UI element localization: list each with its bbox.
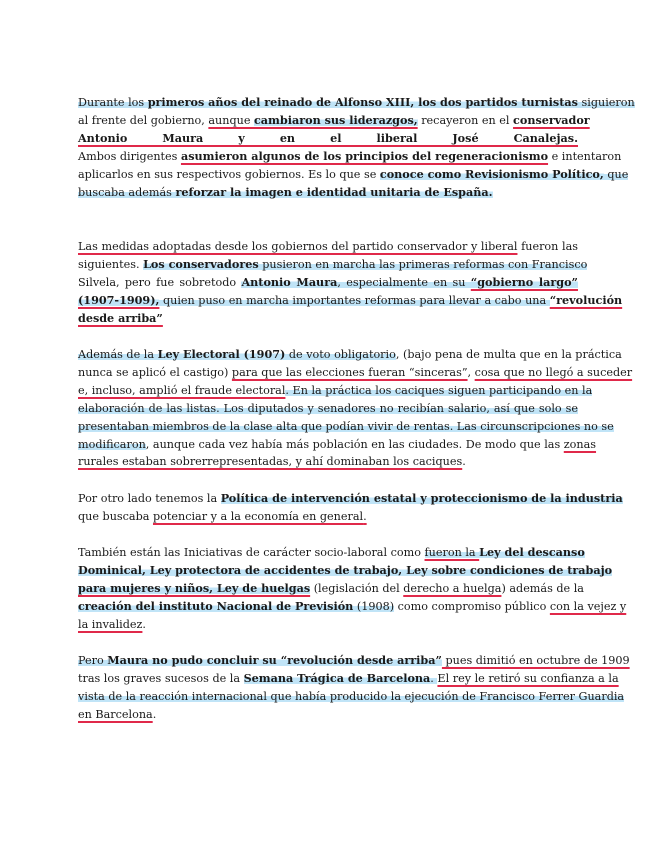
text-line: [78, 310, 578, 328]
text-run: para que las elecciones fueran “sinceras”: [231, 365, 468, 379]
text-run: pusieron en marcha las primeras reformas con Francisco: [258, 257, 588, 271]
text-run: Ley Electoral (1907): [157, 347, 286, 361]
text-run: Las medidas adoptadas desde los gobiernos del partido conservador y liberal: [78, 240, 518, 253]
text-run: El rey le retiró su confianza a la: [437, 671, 619, 685]
text-run: en Barcelona: [78, 707, 153, 721]
text-line: [78, 238, 578, 256]
text-run: , aunque cada vez había más población en las ciudades. De modo que las: [145, 437, 564, 451]
text-run: .: [363, 509, 367, 523]
text-run: Antonio Maura y en el liberal José Canalejas.: [78, 130, 578, 145]
text-line: [78, 292, 623, 310]
text-run: Por otro lado tenemos la: [78, 492, 221, 505]
text-line: [78, 652, 630, 670]
text-run: zonas: [563, 437, 597, 451]
text-run: tras los graves sucesos de la: [78, 671, 244, 685]
text-run: potenciar y a la economía en general: [152, 509, 364, 523]
text-run: .: [152, 707, 157, 721]
text-run: e, incluso, amplió el fraude electoral: [78, 383, 286, 397]
text-run: elaboración de las listas. Los diputados y senadores no recibían salario, así que solo se: [78, 401, 578, 415]
text-run: derecho a huelga: [403, 581, 502, 595]
text-run: , (bajo pena de multa que en la práctica: [395, 348, 622, 361]
text-run: que buscaba: [78, 509, 153, 523]
text-run: primeros años del reinado de Alfonso XIII, los dos partidos turnistas: [147, 95, 578, 109]
text-line: [78, 580, 584, 598]
text-run: buscaba además: [78, 185, 176, 199]
text-run: Pero: [78, 654, 108, 667]
text-run: ,: [467, 365, 475, 379]
paragraph-maura: [78, 652, 630, 724]
text-run: (1907-1909),: [78, 292, 160, 307]
text-run: recayeron en el: [417, 113, 514, 127]
text-run: fueron las: [517, 240, 579, 253]
text-run: (legislación del: [310, 581, 404, 595]
text-run: , especialmente en su: [337, 275, 471, 289]
paragraph-iniciativas: [78, 544, 627, 634]
text-line: [78, 616, 578, 634]
text-run: como compromiso público: [394, 599, 550, 613]
text-run: aplicarlos en sus respectivos gobiernos. Es lo que se: [78, 167, 380, 181]
text-run: Durante los: [78, 96, 148, 109]
text-line: [78, 364, 633, 382]
text-run: “gobierno largo”: [470, 274, 578, 289]
text-run: modificaron: [78, 437, 146, 451]
text-line: [78, 274, 578, 292]
text-run: fueron la: [424, 546, 480, 559]
text-run: Silvela, pero fue sobretodo: [78, 275, 242, 289]
text-run: Política de intervención estatal y proteccionismo de la industria: [220, 491, 623, 505]
text-run: Los conservadores: [143, 256, 259, 271]
text-line: [78, 670, 619, 688]
text-run: asumieron algunos de los principios del regeneracionismo: [180, 148, 549, 163]
text-run: creación del instituto Nacional de Previsión: [78, 598, 354, 613]
text-run: e intentaron: [548, 149, 622, 163]
text-line: [78, 112, 590, 130]
text-line: [78, 544, 585, 562]
text-run: siguientes.: [78, 257, 144, 271]
text-run: vista de la reacción internacional que había producido la ejecución de Francisco Ferrer Guardia: [78, 689, 625, 703]
text-line: [78, 508, 578, 526]
text-run: de voto obligatorio: [285, 348, 396, 361]
text-run: Antonio Maura: [241, 274, 338, 289]
text-run: quien puso en marcha importantes reformas para llevar a cabo una: [159, 293, 550, 307]
paragraph-intro: [78, 94, 635, 201]
text-run: Dominical, Ley protectora de accidentes de trabajo, Ley sobre condiciones de trabajo: [78, 562, 613, 577]
text-run: .: [430, 671, 438, 685]
text-run: Ley del descanso: [479, 545, 585, 559]
text-line: [78, 400, 578, 418]
text-run: conservador: [513, 112, 590, 127]
text-run: .: [142, 617, 146, 631]
text-line: [78, 346, 622, 364]
text-line: [78, 598, 627, 616]
text-line: [78, 94, 635, 112]
text-run: También están las Iniciativas de carácter socio-laboral como: [78, 546, 425, 559]
text-run: nunca se aplicó el castigo): [78, 365, 232, 379]
text-run: reforzar la imagen e identidad unitaria de España.: [175, 184, 493, 199]
text-run: cambiaron sus liderazgos,: [254, 112, 418, 127]
text-run: Además de la: [78, 348, 158, 361]
text-run: Ambos dirigentes: [78, 149, 181, 163]
text-run: rurales estaban sobrerrepresentadas, y ahí dominaban los caciques: [78, 455, 463, 469]
text-run: . En la práctica los caciques siguen participando en la: [285, 383, 593, 397]
text-line: [78, 706, 578, 724]
paragraph-ley-electoral: [78, 346, 633, 471]
text-run: .: [462, 455, 466, 469]
paragraph-medidas: [78, 238, 623, 328]
text-line: [78, 256, 588, 274]
text-run: cosa que no llegó a suceder: [474, 365, 633, 379]
text-run: Maura no pudo concluir su “revolución desde arriba”: [107, 653, 442, 667]
text-line: [78, 490, 623, 508]
text-line: [78, 688, 625, 706]
text-run: presentaban miembros de la clase alta que podían vivir de rentas. Las circunscripciones no se: [78, 419, 614, 433]
text-line: [78, 130, 578, 148]
text-run: conoce como Revisionismo Político,: [379, 166, 604, 181]
text-line: [78, 166, 629, 184]
text-run: siguieron: [577, 96, 635, 109]
text-line: [78, 382, 593, 400]
text-line: [78, 418, 614, 436]
text-run: desde arriba”: [78, 310, 163, 325]
text-run: ) además de la: [501, 581, 584, 595]
paragraph-politica: [78, 490, 623, 526]
text-run: al frente del gobierno,: [78, 113, 209, 127]
text-line: [78, 436, 597, 454]
text-line: [78, 562, 613, 580]
text-run: aunque: [208, 113, 254, 127]
text-run: la invalidez: [78, 617, 143, 631]
text-line: [78, 148, 622, 166]
text-run: con la vejez y: [549, 599, 627, 613]
text-run: “revolución: [549, 292, 623, 307]
text-line: [78, 453, 578, 471]
text-run: pues dimitió en octubre de 1909: [441, 654, 630, 667]
text-line: [78, 184, 578, 202]
text-run: que: [603, 167, 629, 181]
text-run: Semana Trágica de Barcelona: [243, 670, 431, 685]
text-run: (1908): [353, 599, 395, 613]
text-run: para mujeres y niños, Ley de huelgas: [78, 580, 311, 595]
